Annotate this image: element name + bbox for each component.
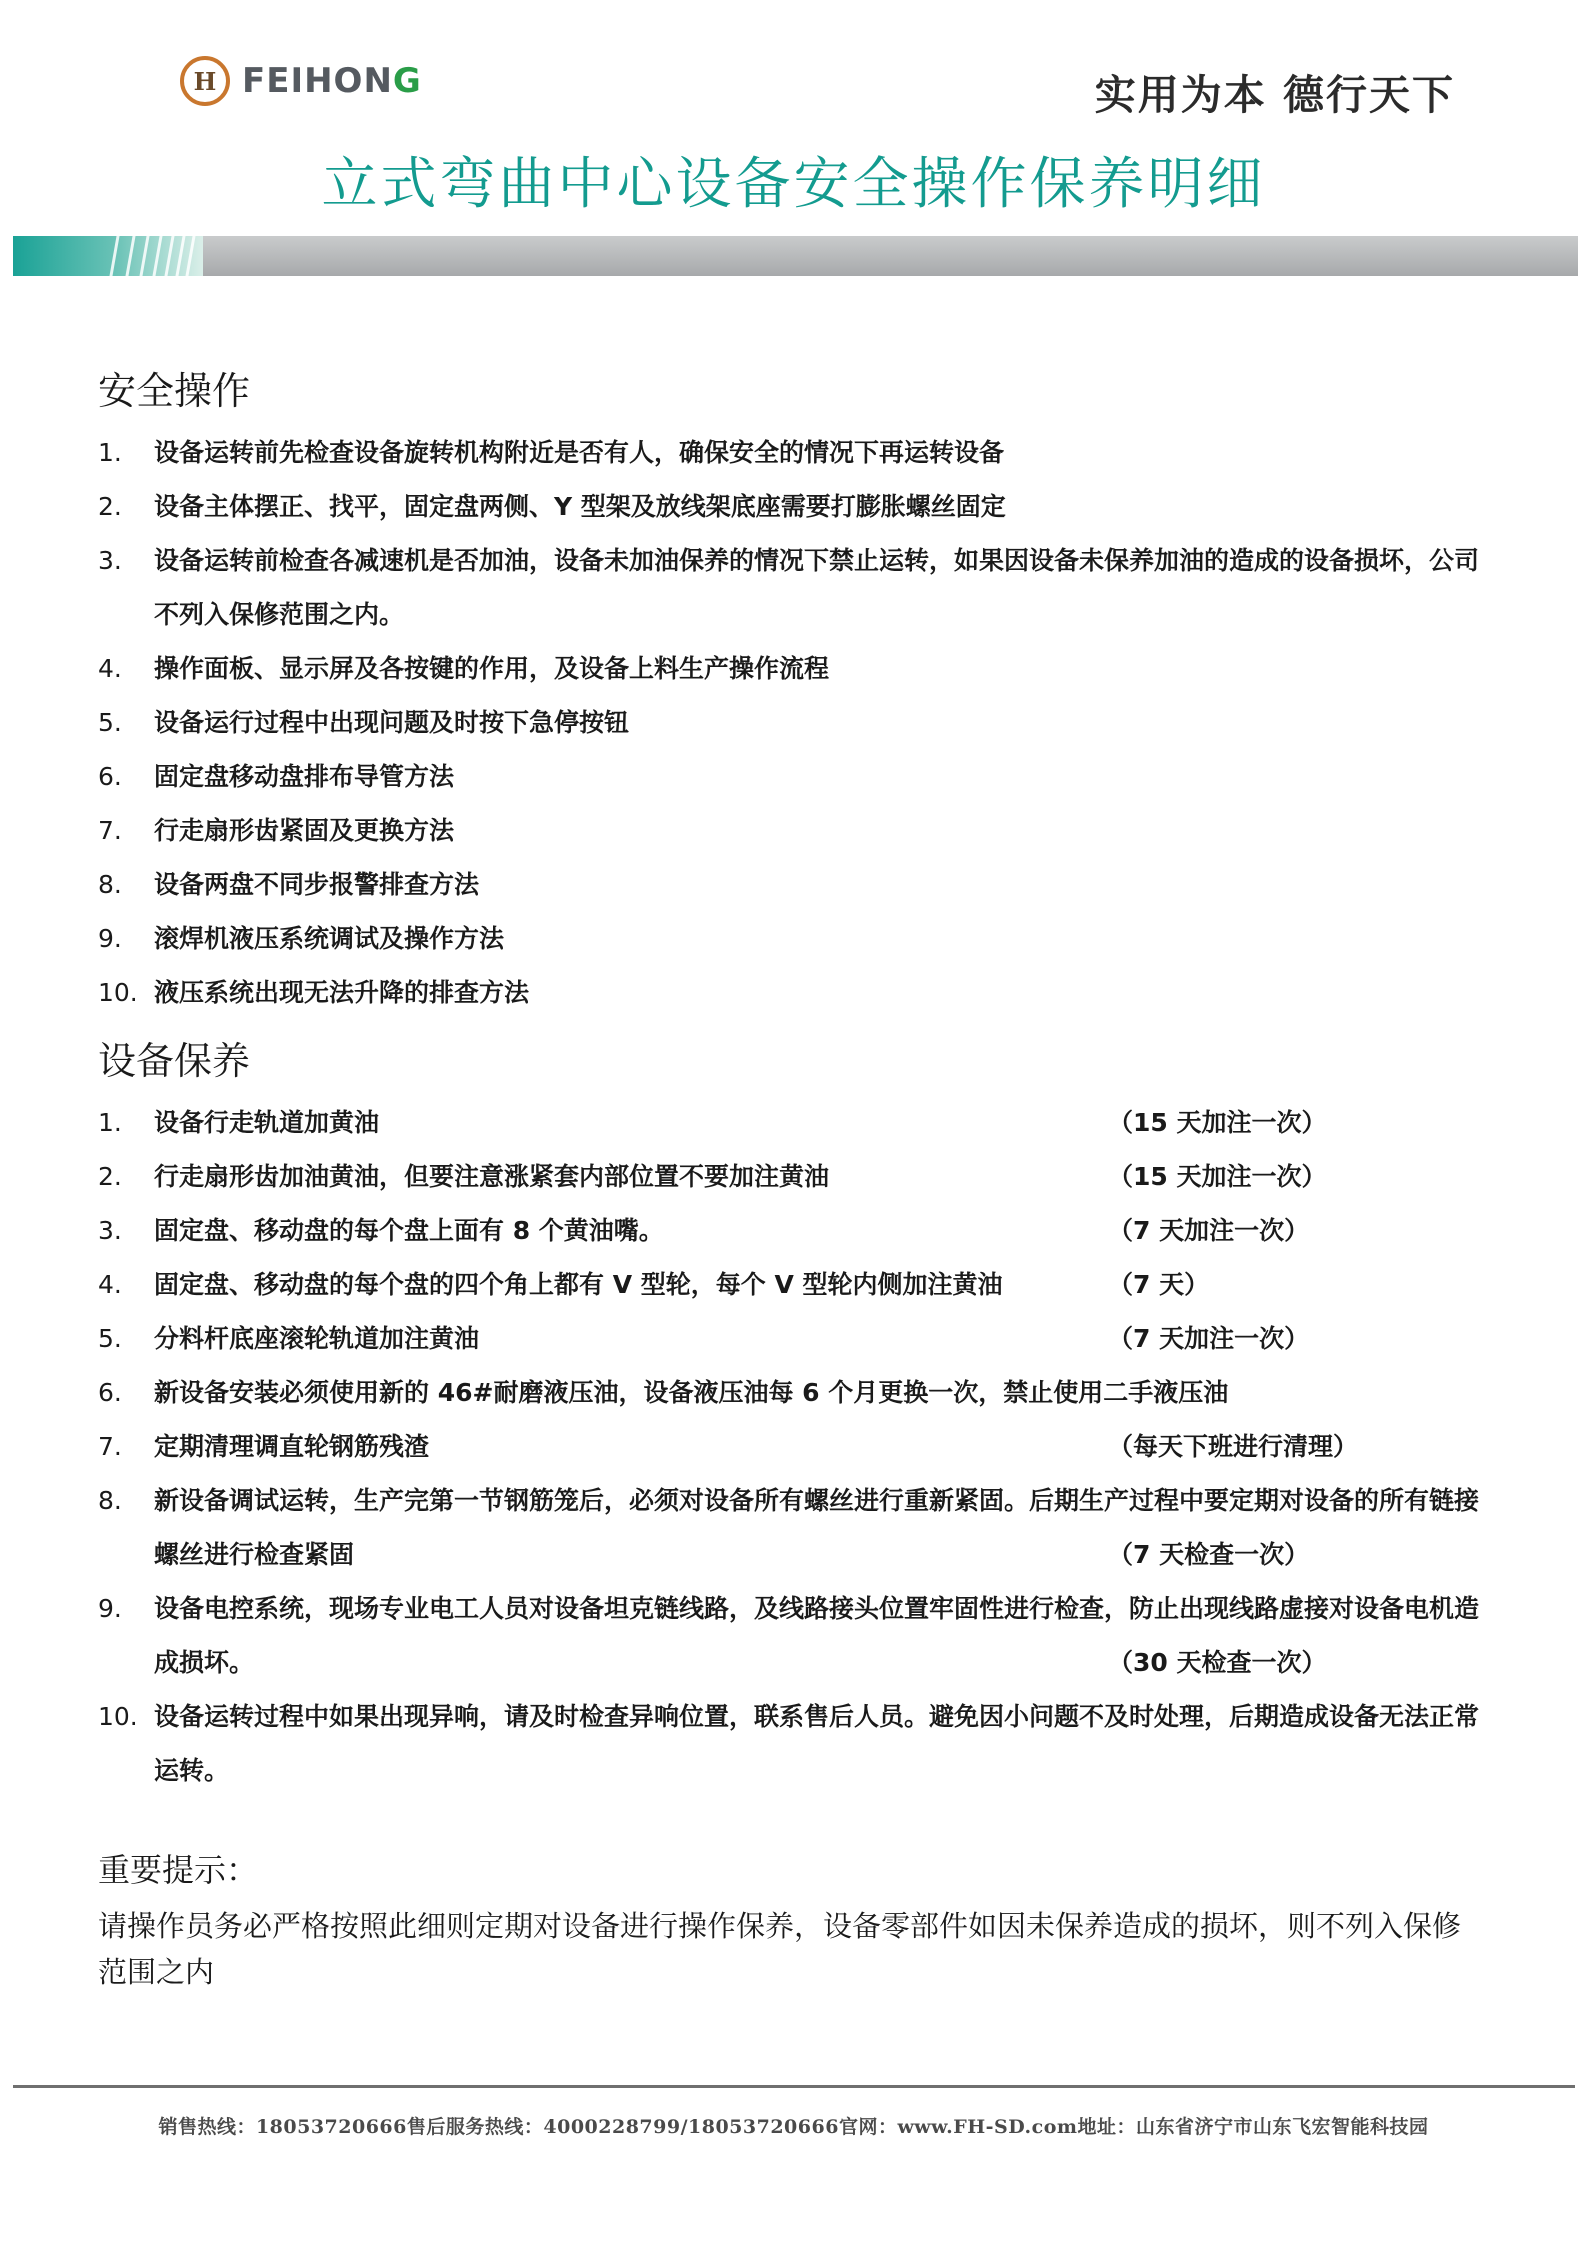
logo-name-main: FEIHON	[242, 61, 393, 101]
list-item-text: 固定盘移动盘排布导管方法	[154, 762, 455, 791]
list-item	[98, 912, 1498, 966]
section-heading-safety: 安全操作	[98, 369, 251, 413]
list-item-number: 1.	[98, 438, 122, 467]
logo-name-accent: G	[392, 61, 422, 101]
list-item-number: 6.	[98, 1378, 122, 1407]
footer-contact: 销售热线：18053720666售后服务热线：4000228799/18053720666官网：www.FH-SD.com地址：山东省济宁市山东飞宏智能科技园	[158, 2116, 1429, 2138]
list-item	[98, 858, 1498, 912]
list-item	[98, 534, 1498, 642]
list-item-number: 10.	[98, 978, 138, 1007]
section-heading-maintenance: 设备保养	[98, 1039, 251, 1083]
list-item-number: 6.	[98, 762, 122, 791]
list-item-text: 设备运转前检查各减速机是否加油，设备未加油保养的情况下禁止运转，如果因设备未保养加油的造成的设备损坏，公司不列入保修范围之内。	[154, 546, 1480, 629]
list-item-text: 设备运转前先检查设备旋转机构附近是否有人，确保安全的情况下再运转设备	[154, 438, 1005, 467]
list-item	[98, 426, 1498, 480]
list-item-interval: （30 天检查一次）	[1108, 1648, 1327, 1677]
footer-divider	[13, 2085, 1575, 2088]
list-item-interval: （每天下班进行清理）	[1108, 1432, 1359, 1461]
list-item-number: 7.	[98, 1432, 122, 1461]
list-item-interval: （15 天加注一次）	[1108, 1162, 1327, 1191]
list-item-number: 8.	[98, 870, 122, 899]
company-logo	[180, 56, 422, 106]
list-item-number: 5.	[98, 1324, 122, 1353]
notice-text: 请操作员务必严格按照此细则定期对设备进行操作保养，设备零部件如因未保养造成的损坏，则不列入保修范围之内	[98, 1909, 1462, 1989]
list-item-text: 滚焊机液压系统调试及操作方法	[154, 924, 505, 953]
list-item-text: 新设备安装必须使用新的 46#耐磨液压油，设备液压油每 6 个月更换一次，禁止使用二手液压油	[154, 1378, 1229, 1407]
list-item	[98, 1366, 1498, 1420]
list-item-interval: （7 天加注一次）	[1108, 1216, 1310, 1245]
list-item	[98, 804, 1498, 858]
list-item-text: 设备行走轨道加黄油	[154, 1108, 380, 1137]
list-item	[98, 480, 1498, 534]
list-item-interval: （7 天）	[1108, 1270, 1210, 1299]
list-item-interval: （7 天检查一次）	[1108, 1540, 1310, 1569]
page-title: 立式弯曲中心设备安全操作保养明细	[321, 152, 1266, 217]
list-item	[98, 1258, 1498, 1312]
list-item	[98, 750, 1498, 804]
header-band	[13, 236, 1578, 276]
list-item-number: 9.	[98, 924, 122, 953]
list-item-text: 设备主体摆正、找平，固定盘两侧、Y 型架及放线架底座需要打膨胀螺丝固定	[154, 492, 1006, 521]
list-item	[98, 1150, 1498, 1204]
list-item-text: 操作面板、显示屏及各按键的作用，及设备上料生产操作流程	[154, 654, 830, 683]
list-item-number: 2.	[98, 492, 122, 521]
list-item-number: 8.	[98, 1486, 122, 1515]
list-item-number: 4.	[98, 654, 122, 683]
maintenance-list	[98, 1096, 1498, 1798]
list-item	[98, 1096, 1498, 1150]
list-item-text: 新设备调试运转，生产完第一节钢筋笼后，必须对设备所有螺丝进行重新紧固。后期生产过程中要定期对设备的所有链接螺丝进行检查紧固	[154, 1486, 1480, 1569]
list-item-text: 设备运行过程中出现问题及时按下急停按钮	[154, 708, 630, 737]
list-item-number: 9.	[98, 1594, 122, 1623]
list-item-number: 10.	[98, 1702, 138, 1731]
logo-emblem: H	[180, 56, 230, 106]
list-item-text: 液压系统出现无法升降的排查方法	[154, 978, 530, 1007]
list-item	[98, 696, 1498, 750]
list-item	[98, 1474, 1498, 1582]
list-item-number: 1.	[98, 1108, 122, 1137]
list-item-interval: （7 天加注一次）	[1108, 1324, 1310, 1353]
list-item-number: 3.	[98, 546, 122, 575]
list-item-interval: （15 天加注一次）	[1108, 1108, 1327, 1137]
list-item-text: 行走扇形齿紧固及更换方法	[154, 816, 455, 845]
list-item-text: 固定盘、移动盘的每个盘上面有 8 个黄油嘴。	[154, 1216, 664, 1245]
list-item-number: 7.	[98, 816, 122, 845]
list-item-number: 5.	[98, 708, 122, 737]
list-item-text: 设备运转过程中如果出现异响，请及时检查异响位置，联系售后人员。避免因小问题不及时处理，后期造成设备无法正常运转。	[154, 1702, 1480, 1785]
list-item	[98, 966, 1498, 1020]
notice-heading: 重要提示：	[98, 1851, 259, 1889]
header-band-bar	[203, 236, 1578, 276]
list-item	[98, 642, 1498, 696]
header-band-accent	[13, 236, 203, 276]
list-item-text: 分料杆底座滚轮轨道加注黄油	[154, 1324, 480, 1353]
slogan: 实用为本 德行天下	[1094, 71, 1455, 119]
list-item-text: 定期清理调直轮钢筋残渣	[154, 1432, 430, 1461]
list-item	[98, 1690, 1498, 1798]
list-item	[98, 1420, 1498, 1474]
list-item-text: 设备电控系统，现场专业电工人员对设备坦克链线路，及线路接头位置牢固性进行检查，防止出现线路虚接对设备电机造成损坏。	[154, 1594, 1480, 1677]
list-item	[98, 1582, 1498, 1690]
list-item-text: 行走扇形齿加油黄油，但要注意涨紧套内部位置不要加注黄油	[154, 1162, 830, 1191]
list-item-number: 3.	[98, 1216, 122, 1245]
list-item-number: 2.	[98, 1162, 122, 1191]
list-item-text: 设备两盘不同步报警排查方法	[154, 870, 480, 899]
list-item-number: 4.	[98, 1270, 122, 1299]
logo-wordmark	[242, 61, 422, 101]
list-item	[98, 1312, 1498, 1366]
safety-list	[98, 426, 1498, 1020]
list-item-text: 固定盘、移动盘的每个盘的四个角上都有 V 型轮，每个 V 型轮内侧加注黄油	[154, 1270, 1003, 1299]
list-item	[98, 1204, 1498, 1258]
